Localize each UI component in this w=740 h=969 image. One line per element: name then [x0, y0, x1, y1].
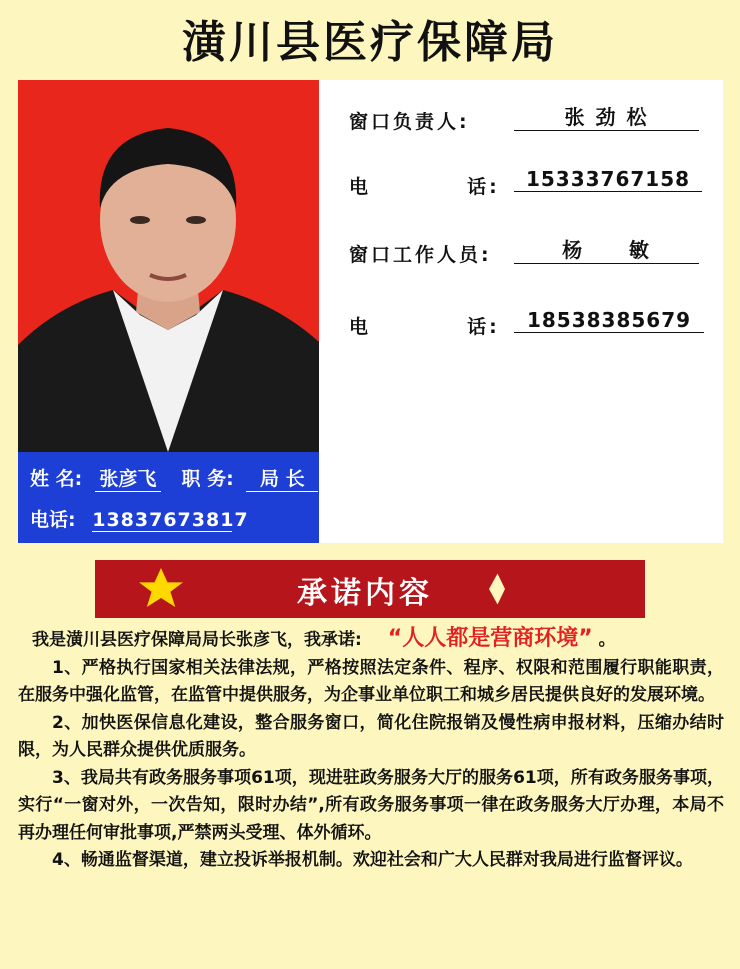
commitment-intro [18, 625, 724, 655]
position-label: 职 务: [181, 468, 234, 490]
director-phone-label: 电话: [30, 509, 76, 531]
director-info-bar [18, 452, 319, 543]
commitment-item: 2、加快医保信息化建设，整合服务窗口，简化住院报销及慢性病申报材料，压缩办结时限，为人民群众提供优质服务。 [18, 712, 724, 760]
portrait-image [18, 80, 319, 452]
name-label: 姓 名: [30, 468, 83, 490]
window-head-name: 张 劲 松 [514, 101, 699, 131]
slogan-end: 。 [598, 630, 616, 650]
commitment-body [18, 625, 724, 875]
window-head-label: 窗口负责人: [349, 111, 470, 133]
window-phone1-label: 电 话: [349, 176, 500, 198]
director-position: 局 长 [246, 464, 318, 492]
commitment-item: 3、我局共有政务服务事项61项，现进驻政务服务大厅的服务61项，所有政务服务事项，实行“一窗对外，一次告知，限时办结”,所有政务服务事项一律在政务服务大厅办理，本局不再办理任何审批事项,严禁两头受理、体外循环。 [18, 767, 724, 843]
banner-title: 承诺内容 [297, 576, 433, 611]
director-photo [18, 80, 319, 452]
commitment-item: 1、严格执行国家相关法律法规，严格按照法定条件、程序、权限和范围履行职能职责，在服务中强化监管，在监管中提供服务，为企事业单位职工和城乡居民提供良好的发展环境。 [18, 657, 724, 705]
window-phone2: 18538385679 [514, 308, 704, 333]
slogan: “人人都是营商环境” [387, 626, 593, 651]
window-phone1: 15333767158 [514, 167, 702, 192]
commitment-item: 4、畅通监督渠道，建立投诉举报机制。欢迎社会和广大人民群对我局进行监督评议。 [52, 850, 693, 870]
window-phone2-label: 电 话: [349, 316, 500, 338]
intro-text: 我是潢川县医疗保障局局长张彦飞，我承诺: [32, 630, 362, 650]
page-title: 潢川县医疗保障局 [182, 17, 558, 68]
window-staff-name: 杨 敏 [514, 234, 699, 264]
window-staff-label: 窗口工作人员: [349, 244, 492, 266]
director-phone: 13837673817 [92, 509, 249, 531]
director-name: 张彦飞 [95, 464, 161, 492]
director-phone-row [30, 505, 249, 532]
director-name-row [30, 464, 318, 492]
